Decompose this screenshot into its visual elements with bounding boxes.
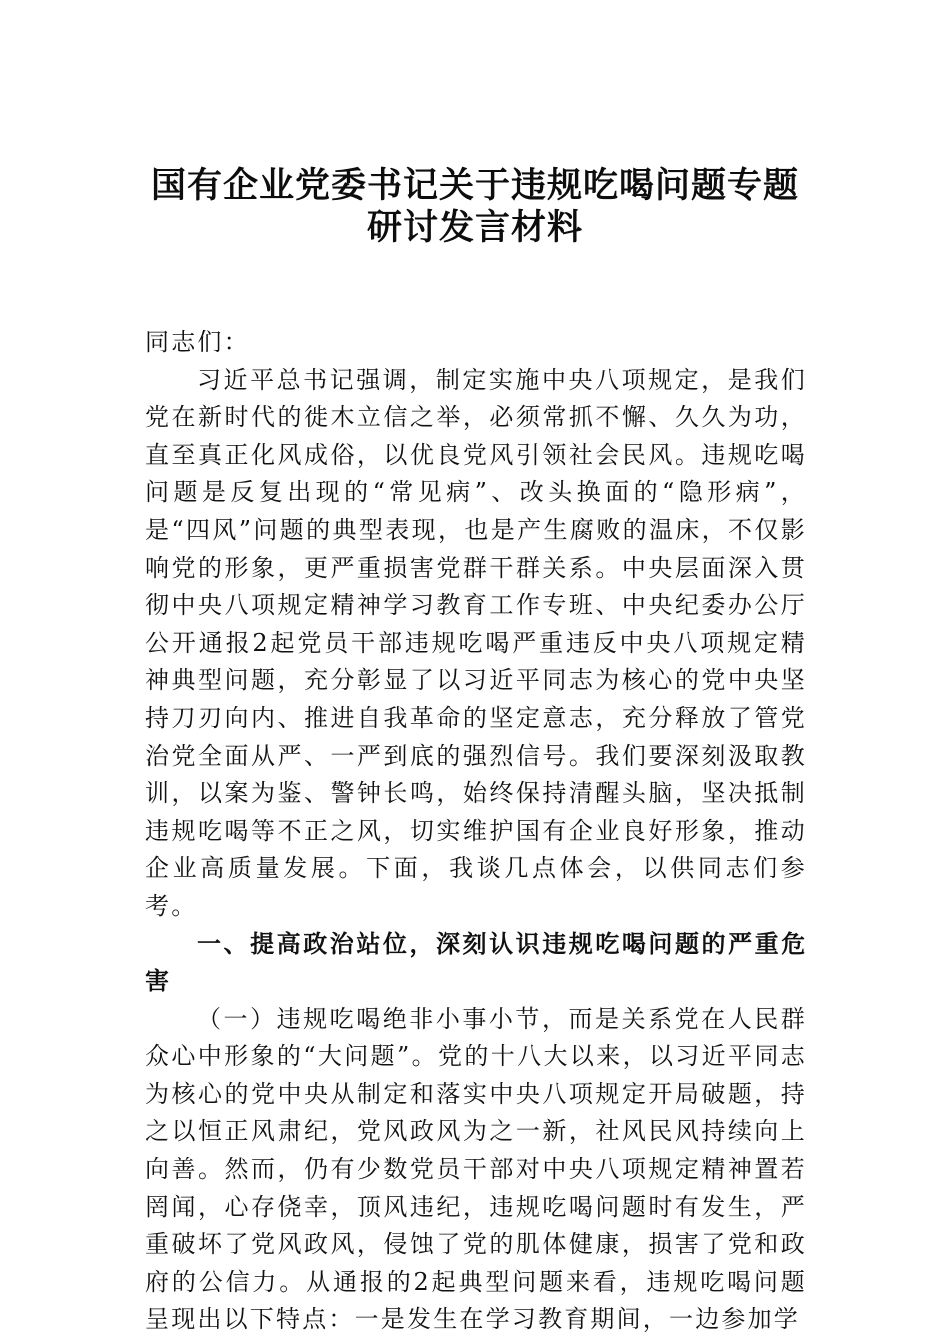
opening-paragraph: 习近平总书记强调，制定实施中央八项规定，是我们党在新时代的徙木立信之举，必须常抓不懈、久久为功，直至真正化风成俗，以优良党风引领社会民风。违规吃喝问题是反复出现的“常见病”、改头换面的“隐形病”，是“四风”问题的典型表现，也是产生腐败的温床，不仅影响党的形象，更严重损害党群干群关系。中央层面深入贯彻中央八项规定精神学习教育工作专班、中央纪委办公厅公开通报2起党员干部违规吃喝严重违反中央八项规定精神典型问题，充分彰显了以习近平同志为核心的党中央坚持刀刃向内、推进自我革命的坚定意志，充分释放了管党治党全面从严、一严到底的强烈信号。我们要深刻汲取教训，以案为鉴、警钟长鸣，始终保持清醒头脑，坚决抵制违规吃喝等不正之风，切实维护国有企业良好形象，推动企业高质量发展。下面，我谈几点体会，以供同志们参考。 [145, 365, 807, 920]
subsection-1-paragraph: （一）违规吃喝绝非小事小节，而是关系党在人民群众心中形象的“大问题”。党的十八大以来，以习近平同志为核心的党中央从制定和落实中央八项规定开局破题，持之以恒正风肃纪，党风政风为之一新，社风民风持续向上向善。然而，仍有少数党员干部对中央八项规定精神置若罔闻，心存侥幸，顶风违纪，违规吃喝问题时有发生，严重破坏了党风政风，侵蚀了党的肌体健康，损害了党和政府的公信力。从通报的2起典型问题来看，违规吃喝问题呈现出以下特点：一是发生在学习教育期间，一边参加学 [145, 1004, 807, 1334]
document-title-line-1: 国有企业党委书记关于违规吃喝问题专题 [150, 166, 799, 206]
document-body [145, 324, 807, 1339]
document-title-line-2: 研讨发言材料 [366, 208, 583, 248]
greeting: 同志们： [145, 328, 250, 356]
section-1-heading: 一、提高政治站位，深刻认识违规吃喝问题的严重危害 [145, 929, 807, 996]
